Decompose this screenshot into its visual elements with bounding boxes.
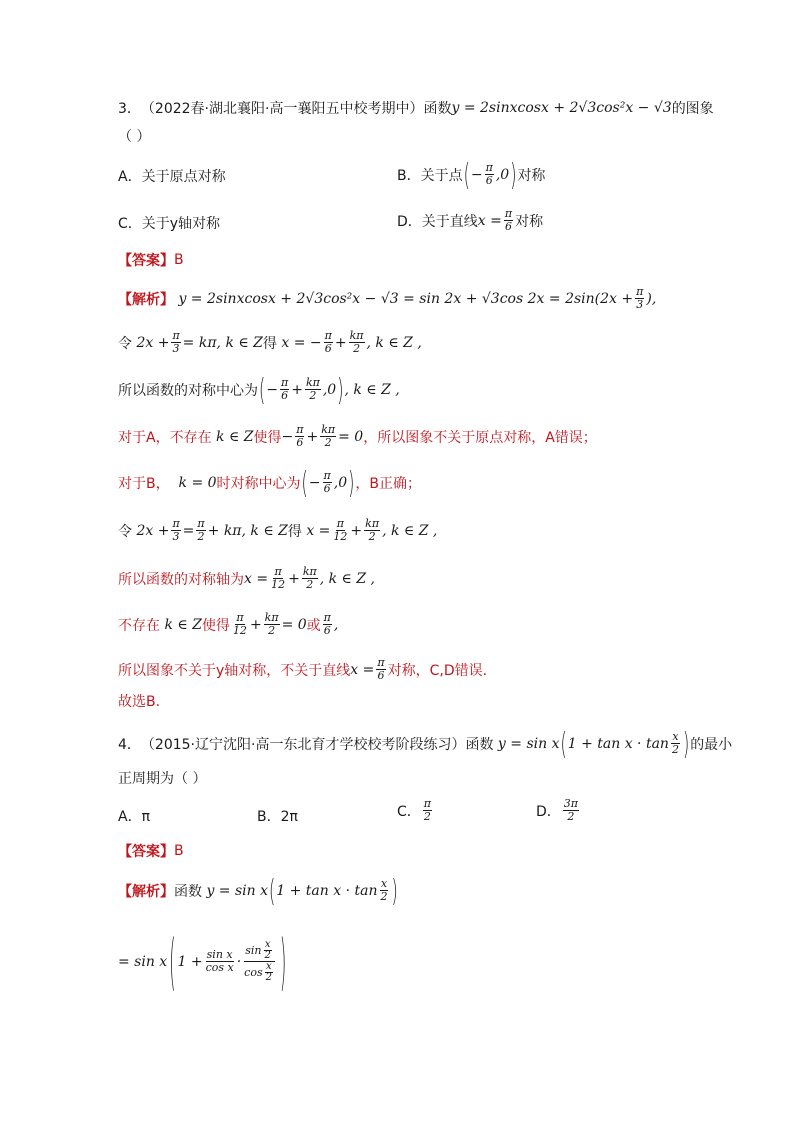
q4-option-d: D． $\frac{3\pi}{2}$ bbox=[536, 797, 579, 823]
q3-analysis-line1: 【解析】 y = 2sinxcosx + 2√3cos²x − √3 = sin 2x + √3cos 2x = 2sin(2x + $\frac{\pi}{3}$ ), bbox=[118, 285, 657, 311]
right-paren: ) bbox=[510, 156, 517, 193]
q3-option-d-pre: D．关于直线 bbox=[397, 213, 478, 230]
q3-number: 3． bbox=[118, 101, 141, 117]
q4-source: （2015·辽宁沈阳·高一东北育才学校校考阶段练习） bbox=[140, 736, 466, 753]
left-paren: ( bbox=[463, 156, 470, 193]
q3-analysis-line6: 令 2x + $\frac{\pi}{3}$ = $\frac{\pi}{2}$ + kπ, k ∈ Z 得 x = $\frac{\pi}{12}$ + $\frac{k\pi}{2}$ , k ∈ Z , bbox=[118, 517, 438, 543]
text: 令 bbox=[118, 335, 132, 352]
answer-label: 【答案】 bbox=[118, 253, 174, 269]
q3-analysis-line2: 令 2x + $\frac{\pi}{3}$ = kπ, k ∈ Z 得 x = − $\frac{\pi}{6}$ + $\frac{k\pi}{2}$ , k ∈ Z , bbox=[118, 329, 422, 355]
q3-option-d-post: 对称 bbox=[515, 213, 544, 230]
text: 所以函数的对称中心为 bbox=[118, 382, 258, 399]
analysis-label: 【解析】 bbox=[118, 291, 174, 308]
q3-analysis-line8: 不存在 k ∈ Z 使得 $\frac{\pi}{12}$ + $\frac{k\pi}{2}$ = 0 或 $\frac{\pi}{6}$ , bbox=[118, 611, 339, 637]
text: 所以图象不关于y轴对称，不关于直线 bbox=[118, 662, 351, 679]
text: 对于B， bbox=[118, 475, 170, 492]
text: 令 bbox=[118, 523, 132, 540]
q4-option-a bbox=[118, 806, 150, 826]
q3-analysis-line4: 对于A，不存在 k ∈ Z 使得 − $\frac{\pi}{6}$ + $\frac{k\pi}{2}$ = 0 ，所以图象不关于原点对称，A错误； bbox=[118, 423, 597, 449]
q4-option-b-text: B．2π bbox=[257, 809, 298, 825]
q4-stem: 4． （2015·辽宁沈阳·高一东北育才学校校考阶段练习） 函数 y = sin x ( 1 + tan x · tan $\frac{x}{2}$ ) 的最小 bbox=[118, 725, 733, 762]
text: 不存在 bbox=[118, 617, 160, 634]
q3-option-a bbox=[118, 166, 226, 186]
q3-analysis-line3: 所以函数的对称中心为 ( − $\frac{\pi}{6}$ + $\frac{k\pi}{2}$ ,0 ) , k ∈ Z , bbox=[118, 371, 400, 408]
q4-option-b bbox=[257, 806, 298, 826]
q4-analysis-line2: = sin x ( 1 + $\frac{\text{sin x}}{\text{cos x}}$ · sin $\frac{x}{2}$ cos $\frac{x}{2}$ ) bbox=[118, 925, 287, 998]
q4-stem-line2 bbox=[118, 768, 206, 788]
q4-option-d-text: D． bbox=[536, 803, 561, 820]
q3-answer-paren: （ ） bbox=[118, 129, 151, 145]
q3-option-c-text: C．关于y轴对称 bbox=[118, 216, 221, 232]
q3-analysis-line7: 所以函数的对称轴为 x = $\frac{\pi}{12}$ + $\frac{k\pi}{2}$ , k ∈ Z , bbox=[118, 565, 375, 591]
q3-formula: y = 2sinxcosx + 2√3cos²x − √3 bbox=[451, 100, 672, 116]
fraction-pi-6: $\frac{\pi}{6}$ bbox=[504, 207, 513, 233]
text: ，B正确； bbox=[355, 475, 421, 492]
text: 使得 bbox=[253, 429, 282, 446]
q3-stem bbox=[118, 98, 714, 118]
nested-fraction: sin $\frac{x}{2}$ cos $\frac{x}{2}$ bbox=[243, 940, 276, 983]
q3-source: （2022春·湖北襄阳·高一襄阳五中校考期中） bbox=[140, 101, 424, 117]
q3-option-a-text: A．关于原点对称 bbox=[118, 169, 226, 185]
text: 故选B. bbox=[118, 694, 161, 710]
text: 对于A，不存在 bbox=[118, 429, 212, 446]
text: ，所以图象不关于原点对称，A错误； bbox=[363, 429, 597, 446]
q3-paren bbox=[118, 126, 150, 146]
q4-answer bbox=[118, 841, 184, 861]
q4-option-c: C． $\frac{\pi}{2}$ bbox=[397, 797, 432, 823]
q3-option-c bbox=[118, 213, 220, 233]
text: 使得 bbox=[201, 617, 230, 634]
answer-value: B bbox=[174, 252, 184, 268]
q3-option-b-pre: B．关于点 bbox=[397, 167, 463, 184]
q4-option-c-text: C． bbox=[397, 803, 421, 820]
q4-stem-line2-text: 正周期为（ ） bbox=[118, 771, 207, 787]
text: 得 bbox=[262, 335, 277, 352]
q3-option-b-post: 对称 bbox=[517, 167, 546, 184]
text: 所以函数的对称轴为 bbox=[118, 571, 244, 588]
q4-analysis-line1: 【解析】 函数 y = sin x ( 1 + tan x · tan $\frac{x}{2}$ ) bbox=[118, 872, 398, 909]
q3-analysis-line9: 所以图象不关于y轴对称，不关于直线 x = $\frac{\pi}{6}$ 对称，C,D错误. bbox=[118, 656, 488, 682]
q4-number: 4． bbox=[118, 736, 141, 753]
q3-analysis-line10 bbox=[118, 691, 160, 711]
q3-analysis-line5: 对于B， k = 0 时对称中心为 ( − $\frac{\pi}{6}$ ,0 ) ，B正确； bbox=[118, 464, 421, 501]
q4-stem-post: 的最小 bbox=[690, 736, 733, 753]
q3-option-d: D．关于直线 x = $\frac{\pi}{6}$ 对称 bbox=[397, 207, 544, 233]
text: 时对称中心为 bbox=[216, 475, 301, 492]
text: 对称，C,D错误. bbox=[387, 662, 488, 679]
q4-analysis-pre: 函数 bbox=[174, 883, 202, 900]
q3-stem-post: 的图象 bbox=[671, 101, 714, 117]
text: 或 bbox=[306, 617, 321, 634]
fraction-pi-6: $\frac{\pi}{6}$ bbox=[485, 161, 493, 187]
q4-option-a-text: A．π bbox=[118, 809, 151, 825]
analysis-label: 【解析】 bbox=[118, 883, 174, 900]
q3-answer bbox=[118, 250, 184, 270]
text: 得 bbox=[287, 523, 302, 540]
q3-stem-pre: 函数 bbox=[423, 101, 452, 117]
q3-option-b: B．关于点 ( − $\frac{\pi}{6}$ ,0 ) 对称 bbox=[397, 156, 546, 193]
q4-stem-pre: 函数 bbox=[465, 736, 494, 753]
answer-label: 【答案】 bbox=[118, 844, 174, 860]
answer-value: B bbox=[174, 843, 184, 859]
